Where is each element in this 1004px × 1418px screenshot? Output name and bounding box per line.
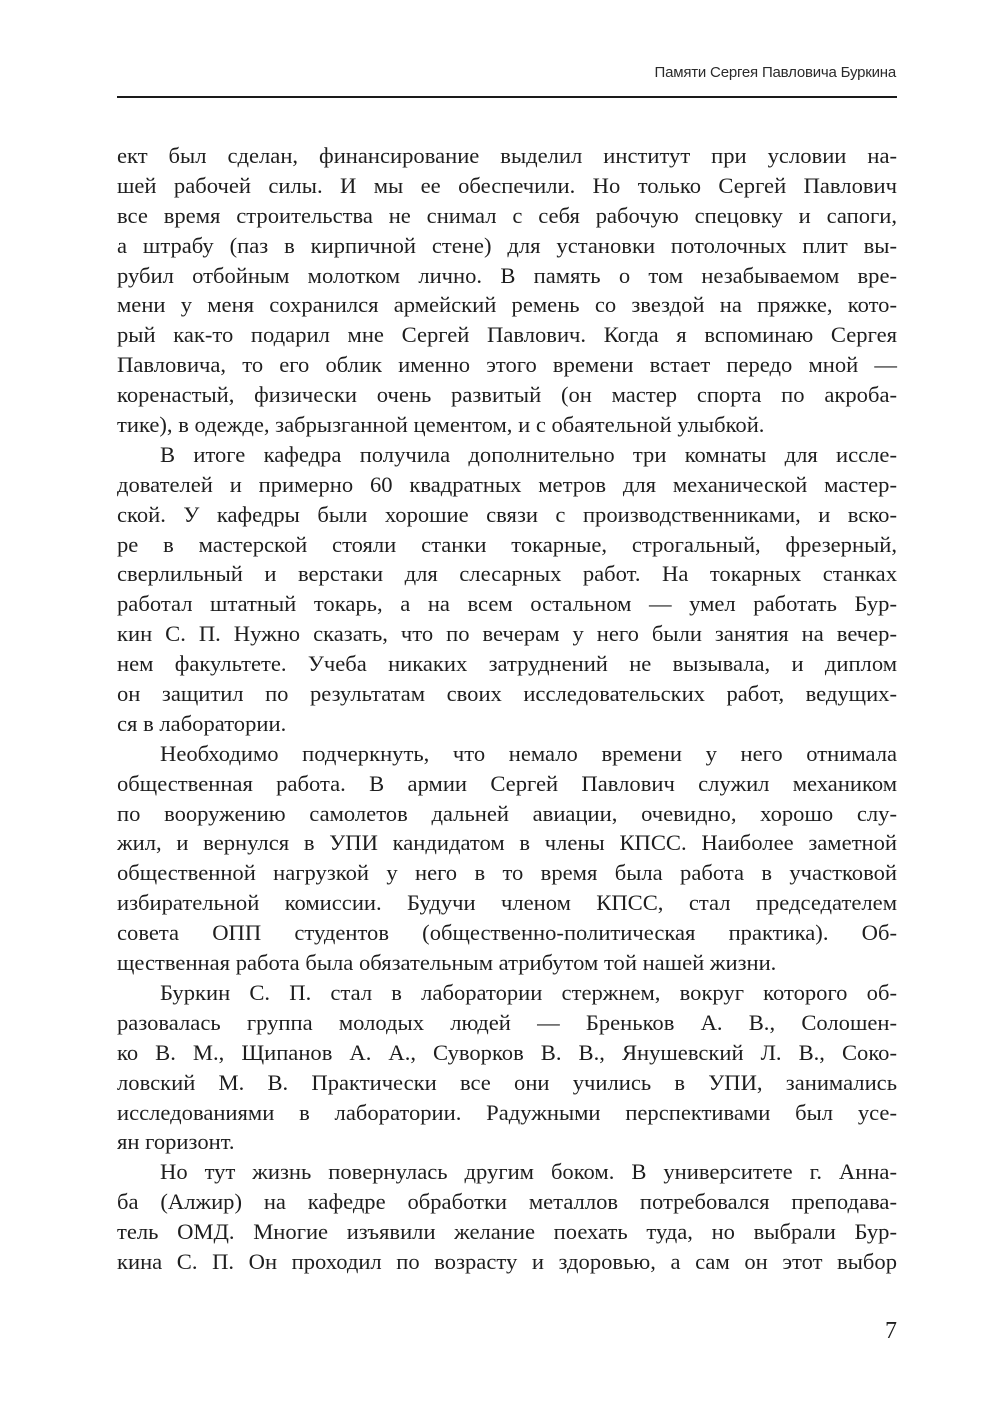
paragraph-3 (117, 739, 897, 978)
header-rule (117, 96, 897, 98)
running-header: Памяти Сергея Павловича Буркина (654, 64, 896, 81)
text-line: общественная работа. В армии Сергей Павлович служил механиком (117, 770, 897, 796)
text-line: дователей и примерно 60 квадратных метров для механической мастер- (117, 471, 897, 497)
text-line: работал штатный токарь, а на всем остальном — умел работать Бур- (117, 591, 897, 617)
text-line: избирательной комиссии. Будучи членом КПСС, стал председателем (117, 890, 897, 916)
text-line: он защитил по результатам своих исследовательских работ, ведущих- (117, 681, 897, 707)
text-line: мени у меня сохранился армейский ремень со звездой на пряжке, кото- (117, 292, 897, 318)
text-line: ян горизонт. (117, 1129, 235, 1155)
text-line: ре в мастерской стояли станки токарные, строгальный, фрезерный, (117, 531, 897, 557)
text-line: кин С. П. Нужно сказать, что по вечерам у него были занятия на вечер- (117, 621, 897, 647)
text-line: а штрабу (паз в кирпичной стене) для установки потолочных плит вы- (117, 232, 897, 258)
text-line: ект был сделан, финансирование выделил институт при условии на- (117, 143, 897, 168)
text-line: шей рабочей силы. И мы ее обеспечили. Но только Сергей Павлович (117, 172, 897, 198)
paragraph-4 (117, 978, 897, 1157)
text-line: тель ОМД. Многие изъявили желание поехать туда, но выбрали Бур- (117, 1219, 897, 1245)
text-line: жил, и вернулся в УПИ кандидатом в члены КПСС. Наиболее заметной (117, 830, 897, 856)
text-line: совета ОПП студентов (общественно-политическая практика). Об- (117, 920, 897, 946)
text-line: ся в лаборатории. (117, 710, 287, 736)
paragraph-2 (117, 440, 897, 739)
text-line: Буркин С. П. стал в лаборатории стержнем, вокруг которого об- (160, 979, 897, 1005)
text-line: исследованиями в лаборатории. Радужными перспективами был усе- (117, 1099, 897, 1125)
text-line: щественная работа была обязательным атрибутом той нашей жизни. (117, 950, 777, 976)
text-line: ловский М. В. Практически все они учились в УПИ, занимались (117, 1069, 897, 1095)
text-line: общественной нагрузкой у него в то время была работа в участковой (117, 860, 897, 886)
text-line: ской. У кафедры были хорошие связи с производственниками, и вско- (117, 501, 897, 527)
text-line: рубил отбойным молотком лично. В память о том незабываемом вре- (117, 262, 897, 288)
text-line: сверлильный и верстаки для слесарных работ. На токарных станках (117, 561, 897, 587)
text-line: нем факультете. Учеба никаких затруднений не вызывала, и диплом (117, 651, 897, 677)
text-line: В итоге кафедра получила дополнительно три комнаты для иссле- (160, 441, 897, 467)
text-line: все время строительства не снимал с себя рабочую спецовку и сапоги, (117, 202, 897, 228)
paragraph-5 (117, 1157, 897, 1277)
text-line: тике), в одежде, забрызганной цементом, и с обаятельной улыбкой. (117, 412, 765, 438)
text-line: Павловича, то его облик именно этого времени встает передо мной — (117, 352, 897, 378)
body-text (117, 141, 897, 1277)
page-number: 7 (885, 1318, 897, 1344)
text-line: ко В. М., Щипанов А. А., Суворков В. В., Янушевский Л. В., Соко- (117, 1039, 897, 1065)
text-line: коренастый, физически очень развитый (он мастер спорта по акроба- (117, 382, 897, 408)
text-line: по вооружению самолетов дальней авиации, очевидно, хорошо слу- (117, 800, 897, 826)
text-line: ба (Алжир) на кафедре обработки металлов потребовался преподава- (117, 1189, 897, 1215)
text-line: рый как-то подарил мне Сергей Павлович. Когда я вспоминаю Сергея (117, 322, 897, 348)
text-line: разовалась группа молодых людей — Бреньков А. В., Солошен- (117, 1009, 897, 1035)
text-line: Но тут жизнь повернулась другим боком. В университете г. Анна- (160, 1159, 897, 1185)
text-line: Необходимо подчеркнуть, что немало времени у него отнимала (160, 740, 897, 766)
paragraph-1 (117, 141, 897, 440)
text-line: кина С. П. Он проходил по возрасту и здоровью, а сам он этот выбор (117, 1248, 897, 1274)
